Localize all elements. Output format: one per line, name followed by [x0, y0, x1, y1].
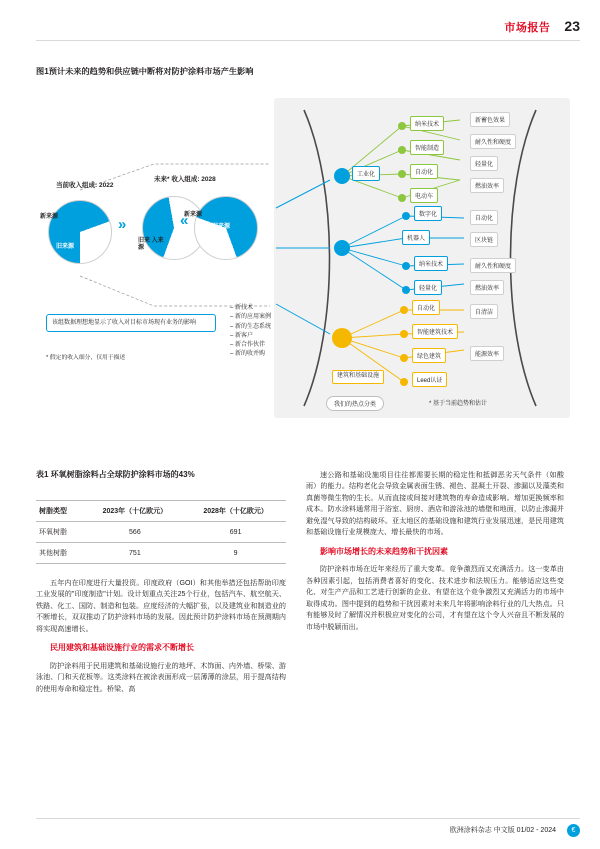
table1-r0c0: 环氧树脂 [36, 522, 85, 543]
node-dot-nano-1 [398, 122, 406, 130]
trend-network-panel [274, 98, 570, 418]
bullet-item-3: – 新的生态系统 [230, 323, 272, 330]
pie-2028a-label: 旧来 入来源 [138, 238, 164, 252]
chevron-icon-2: » [180, 212, 189, 229]
bullet-item-6: – 新的收并购 [230, 351, 266, 358]
leaf-node-2: 耐久性和硬度 [470, 134, 516, 149]
node-dot-automation-1 [398, 170, 406, 178]
table-row [36, 543, 286, 564]
figure-caption: 图1预计未来的趋势和供应链中断将对防护涂料市场产生影响 [36, 67, 254, 76]
node-nano-tech-1: 纳米技术 [410, 116, 444, 131]
bullet-item-5: – 新合作伙伴 [230, 342, 266, 349]
label-current-mix: 当前收入组成: 2022 [56, 182, 114, 189]
body-column-right [306, 470, 564, 640]
label-future-mix: 未来* 收入组成: 2028 [154, 176, 216, 183]
right-subheading: 影响市场增长的未来趋势和干扰因素 [320, 546, 448, 556]
node-dot-digital [402, 212, 410, 220]
bullet-item-4: – 新客户 [230, 332, 254, 339]
node-dot-smart-building [400, 330, 408, 338]
table-header-row [36, 501, 286, 522]
table1 [36, 500, 286, 564]
node-leed: Leed认证 [412, 372, 447, 387]
figure-footnote: * 假定的收入细分，仅用于描述 [46, 355, 126, 361]
pie-2028b-old-label: 旧来源 [212, 224, 231, 230]
table1-col-1: 2023年（十亿欧元） [85, 501, 186, 522]
hub-dot-industrialisation [334, 168, 350, 184]
leaf-node-7: 耐久性和硬度 [470, 258, 516, 273]
leaf-node-6: 区块链 [470, 232, 498, 247]
table1-r1c1: 751 [85, 543, 186, 564]
section-label: 市场报告 [504, 22, 551, 34]
pie-2022-old-label: 旧来源 [56, 244, 75, 250]
footer-divider [36, 818, 580, 819]
node-dot-leed [400, 378, 408, 386]
leaf-node-8: 燃油效率 [470, 280, 504, 295]
hub-robotics: 机器人 [402, 230, 430, 245]
right-paragraph-2: 防护涂料市场在近年来经历了重大变革。竞争激烈而又充满活力。这一变革由各种因素引起，包括消费者喜好的变化、技术进步和法规压力。能够适应这些变化、对生产产品和工艺进行创新的企业、有望在这个竞争激烈又充满活力的市场中取得成功。图中提到的趋势和干扰因素对未来几年将影响涂料行业的几大热点。只有能够及时了解情况并积极应对变化的公司，才有望在这个令人兴奋且不断发展的市场中脱颖而出。 [306, 565, 564, 631]
table1-r1c0: 其他树脂 [36, 543, 85, 564]
chevron-icon-1: » [118, 216, 127, 233]
left-subheading: 民用建筑和基础设施行业的需求不断增长 [50, 643, 194, 653]
leaf-node-9: 自清洁 [470, 304, 498, 319]
node-dot-nano-2 [402, 262, 410, 270]
node-green-building: 绿色建筑 [412, 348, 446, 363]
node-nano-tech-2: 纳米技术 [414, 256, 448, 271]
callout-box: 该组数据理想地显示了收入对目标市场现有业务的影响 [46, 314, 216, 332]
node-automation-2: 自动化 [412, 300, 440, 315]
pie-2022-new-label: 新来源 [40, 214, 59, 220]
node-dot-automation-2 [400, 306, 408, 314]
bullet-item-2: – 新的应用案例 [230, 314, 272, 321]
footer-badge-icon: € [567, 824, 580, 837]
node-smart-manufacturing: 智能制造 [410, 140, 444, 155]
table1-caption: 表1 环氧树脂涂料占全球防护涂料市场的43% [36, 470, 195, 479]
node-dot-lightweight-1 [402, 286, 410, 294]
table1-r0c1: 566 [85, 522, 186, 543]
right-paragraph-1: 速公路和基础设施项目往往都需要长期的稳定性和抵御恶劣天气条件（如酸雨）的能力。结构老化会导致金属表面生锈、褪色、混凝土开裂、渗漏以及藻类和真菌等微生物的生长。从而直接或间接对建筑物的寿命造成影响。增加更换频率和成本。防水涂料通常用于浴室、厨房、酒店和游泳池的墙壁和地面，以防止渗漏并避免湿气导致的结构破坏。亚太地区的基础设施和建筑行业发展迅速，是民用建筑和基础设施行业规模庞大、增长最快的市场。 [306, 471, 564, 537]
node-smart-building-tech: 智能建筑技术 [412, 324, 458, 339]
header-divider [36, 40, 580, 41]
node-lightweight-1: 轻量化 [414, 280, 442, 295]
node-dot-smart-mfg [398, 146, 406, 154]
legend-hotspot: 我们的热点分类 [326, 396, 384, 411]
table-row [36, 522, 286, 543]
leaf-node-10: 能源效率 [470, 346, 504, 361]
bullet-item-1: – 新技术 [230, 305, 254, 311]
bullet-list [230, 304, 271, 360]
node-automation-1: 自动化 [410, 164, 438, 179]
node-dot-ev [398, 194, 406, 202]
leaf-node-1: 新蓄色效果 [470, 112, 510, 127]
leaf-node-4: 燃油效率 [470, 178, 504, 193]
pie-2028b-new-label: 新来源 [184, 212, 203, 218]
page-number: 23 [564, 18, 580, 34]
hub-dot-robotics [334, 240, 350, 256]
table1-r0c2: 691 [185, 522, 286, 543]
table1-col-2: 2028年（十亿欧元） [185, 501, 286, 522]
node-digitalisation: 数字化 [414, 206, 442, 221]
node-electric-vehicle: 电动车 [410, 188, 438, 203]
leaf-node-5: 自动化 [470, 210, 498, 225]
pie-chart-2022 [48, 200, 112, 264]
left-paragraph-1: 五年内在印度进行大量投资。印度政府（GOI）和其他举措还包括帮助印度工业发展的"印度制造"计划。设计划重点关注25个行业，包括汽车、航空航天、铁路、化工、国防、制造和包装。应度经济的大幅扩张，以及建筑业和制造业的不断增长，双双推动了防护涂料市场的发展。因此预计防护涂料市场在预测期内将实现高速增长。 [36, 579, 286, 633]
legend-footnote: * 基于当前趋势和估计 [429, 401, 488, 407]
node-dot-green-building [400, 354, 408, 362]
hub-construction: 建筑和基础设施 [332, 370, 384, 384]
leaf-node-3: 轻量化 [470, 156, 498, 171]
footer-text: 欧洲涂料杂志 中文版 01/02 - 2024 [449, 827, 556, 834]
left-paragraph-2: 防护涂料用于民用建筑和基础设施行业的地坪、木饰面、内外墙、桥梁、游泳池、门和天花板等。这类涂料在被涂表面形成一层薄薄的涂层，用于提高结构的使用寿命和稳定性。桥梁、高 [36, 661, 286, 693]
table1-col-0: 树脂类型 [36, 501, 85, 522]
hub-dot-construction [332, 328, 352, 348]
figure-1 [30, 84, 570, 434]
page-header [504, 18, 580, 35]
hub-industrialisation: 工业化 [352, 166, 380, 181]
table1-r1c2: 9 [185, 543, 286, 564]
body-column-left [36, 578, 286, 702]
revenue-mix-block [34, 156, 274, 361]
